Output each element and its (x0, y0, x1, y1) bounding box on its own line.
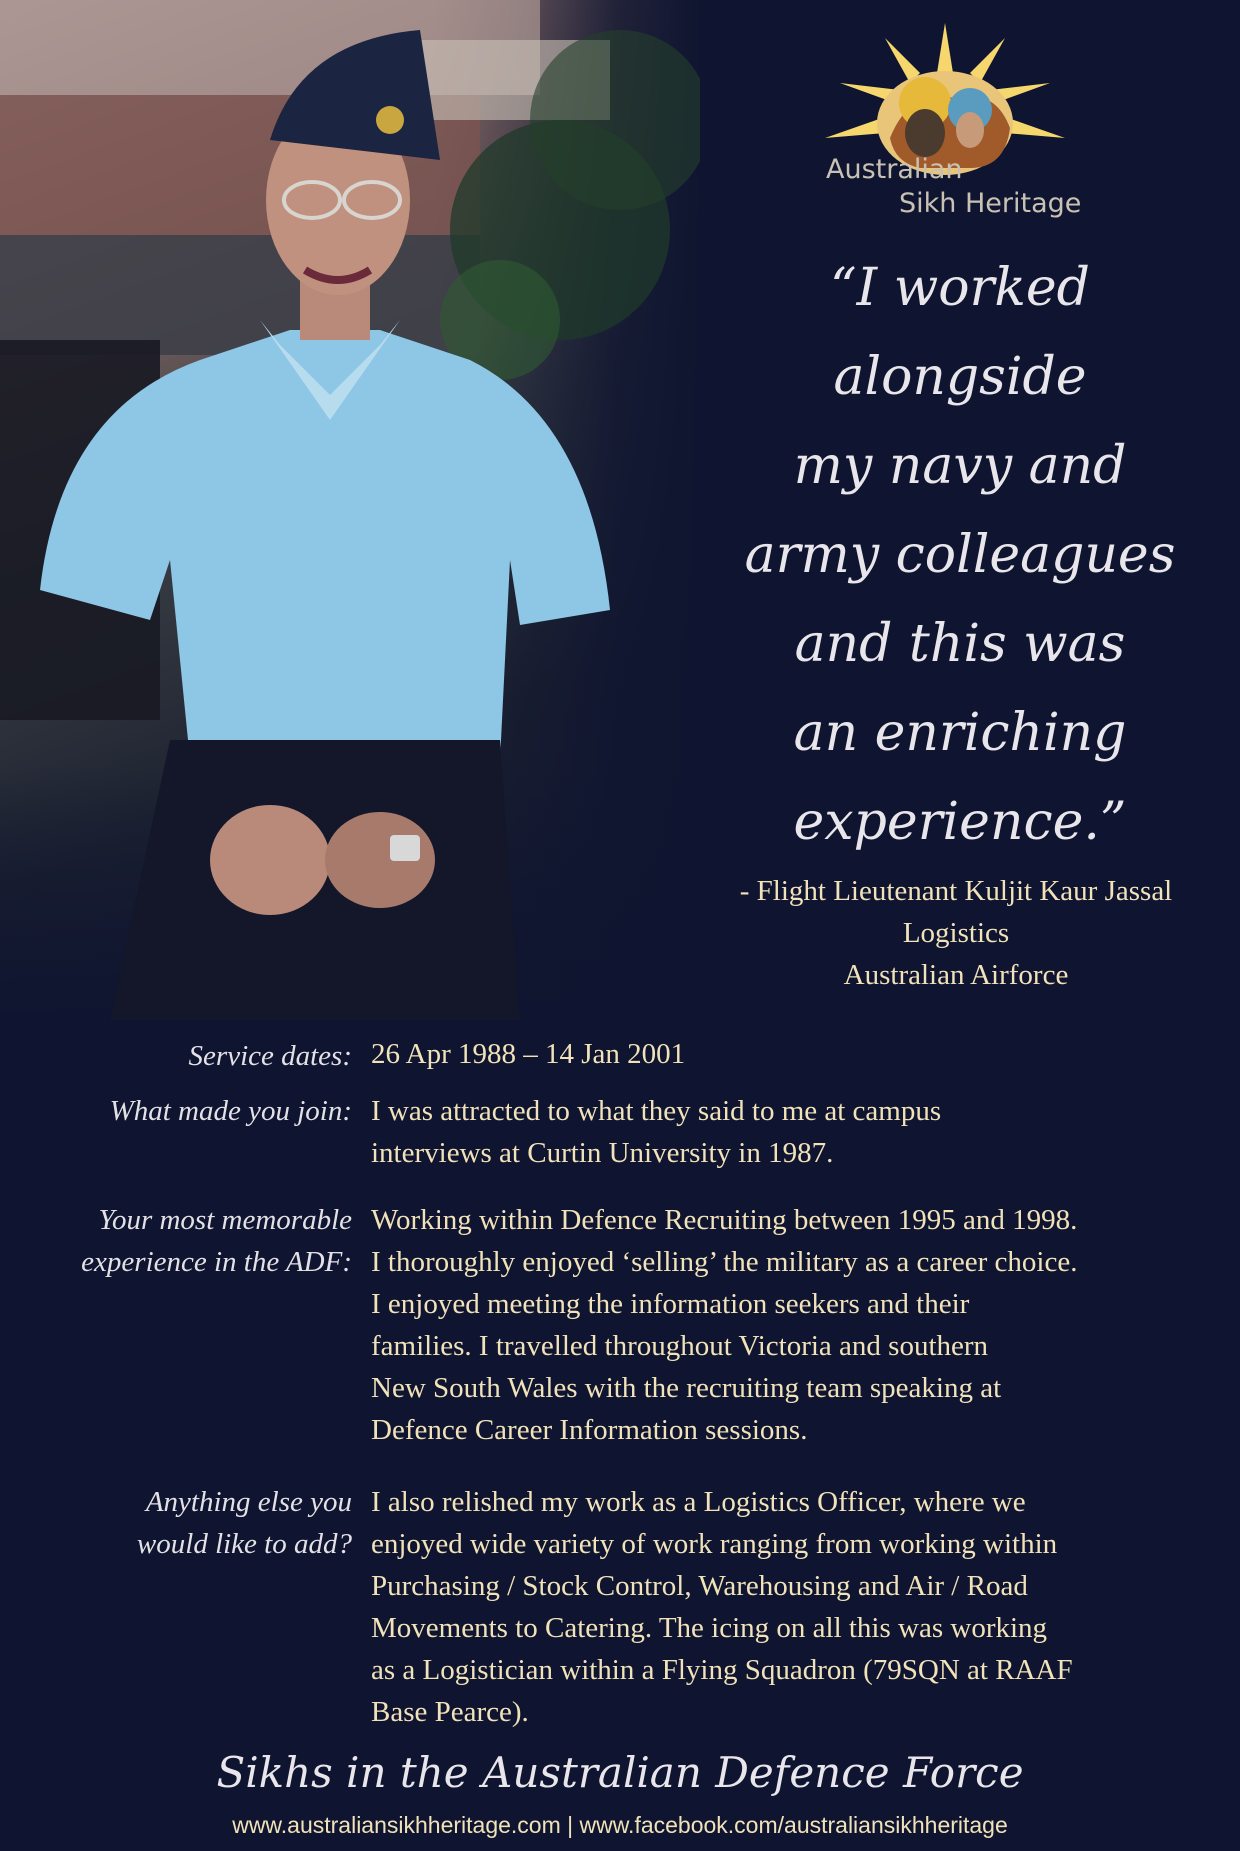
qa-label-line: Anything else you (145, 1486, 352, 1518)
attribution (680, 870, 1232, 996)
footer-links: www.australiansikhheritage.com | www.facebook.com/australiansikhheritage (232, 1812, 1008, 1838)
qa-answer-line: I was attracted to what they said to me at campus (371, 1095, 942, 1127)
qa-answer-line: I enjoyed meeting the information seekers and their (371, 1288, 970, 1320)
qa-label-line: Your most memorable (98, 1204, 352, 1236)
qa-answer-line: Movements to Catering. The icing on all this was working (371, 1612, 1048, 1644)
qa-answer-memorable-experience (371, 1199, 1231, 1451)
quote-line: experience.” (793, 792, 1127, 852)
attribution-role: Logistics (902, 917, 1010, 949)
quote-line: my navy and (793, 436, 1127, 496)
quote-line: alongside (833, 347, 1087, 407)
qa-answer-service-dates (371, 1033, 1231, 1075)
qa-label-service-dates (189, 1035, 352, 1077)
quote-line: and this was (794, 614, 1126, 674)
qa-answer-line: I also relished my work as a Logistics Officer, where we (371, 1486, 1026, 1518)
qa-label-line: What made you join: (109, 1095, 352, 1127)
qa-answer-line: families. I travelled throughout Victoria and southern (371, 1330, 989, 1362)
quote-line: army colleagues (744, 525, 1176, 585)
qa-answer-line: as a Logistician within a Flying Squadron (79SQN at RAAF (371, 1654, 1073, 1686)
portrait-photo (0, 0, 700, 1020)
qa-answer-line: interviews at Curtin University in 1987. (371, 1137, 834, 1169)
qa-label-anything-else (137, 1481, 352, 1565)
qa-answer-line: 26 Apr 1988 – 14 Jan 2001 (371, 1038, 686, 1070)
qa-answer-what-made-you-join (371, 1090, 1231, 1174)
qa-answer-line: New South Wales with the recruiting team speaking at (371, 1372, 1002, 1404)
portrait-illustration (0, 0, 700, 1020)
qa-label-line: experience in the ADF: (81, 1246, 352, 1278)
qa-answer-line: Base Pearce). (371, 1696, 529, 1728)
quote-line: an enriching (793, 703, 1127, 763)
attribution-service: Australian Airforce (843, 959, 1069, 991)
pull-quote (700, 244, 1220, 867)
qa-label-line: would like to add? (136, 1528, 352, 1560)
logo-text-line-1: Australian (826, 154, 963, 185)
logo-text-line-2: Sikh Heritage (899, 188, 1082, 219)
qa-answer-line: I thoroughly enjoyed ‘selling’ the military as a career choice. (371, 1246, 1078, 1278)
qa-answer-line: Working within Defence Recruiting between 1995 and 1998. (371, 1204, 1078, 1236)
qa-label-memorable-experience (81, 1199, 352, 1283)
qa-label-line: Service dates: (188, 1040, 352, 1072)
qa-answer-anything-else (371, 1481, 1231, 1733)
footer-title: Sikhs in the Australian Defence Force (216, 1748, 1024, 1797)
qa-label-what-made-you-join (110, 1090, 352, 1132)
qa-answer-line: Defence Career Information sessions. (371, 1414, 808, 1446)
quote-line: “I worked (830, 258, 1090, 318)
attribution-name: - Flight Lieutenant Kuljit Kaur Jassal (739, 875, 1173, 907)
qa-answer-line: enjoyed wide variety of work ranging from working within (371, 1528, 1058, 1560)
qa-answer-line: Purchasing / Stock Control, Warehousing and Air / Road (371, 1570, 1028, 1602)
